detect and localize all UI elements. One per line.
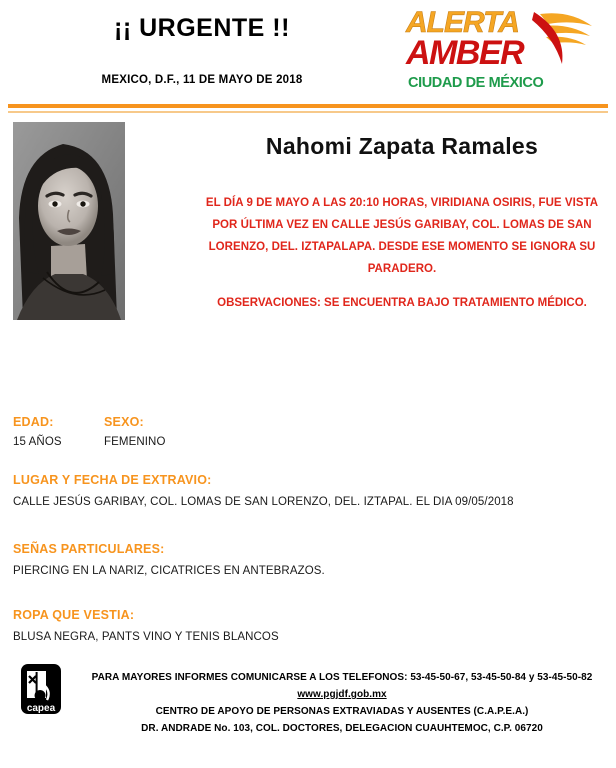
footer-organization: CENTRO DE APOYO DE PERSONAS EXTRAVIADAS Y AUSENTES (C.A.P.E.A.): [155, 706, 529, 717]
person-name: Nahomi Zapata Ramales: [265, 133, 539, 159]
footer-phones: PARA MAYORES INFORMES COMUNICARSE A LOS TELEFONOS: 53-45-50-67, 53-45-50-84 y 53-45-50-82: [91, 672, 593, 683]
header-divider-thin: [8, 111, 608, 113]
value-edad: 15 AÑOS: [13, 436, 62, 448]
label-edad: EDAD:: [13, 415, 54, 429]
missing-person-photo: [13, 122, 125, 320]
capea-logo: [18, 664, 64, 718]
dateline: MEXICO, D.F., 11 DE MAYO DE 2018: [101, 74, 303, 86]
urgent-heading: ¡¡ URGENTE !!: [114, 14, 290, 42]
observations-text: OBSERVACIONES: SE ENCUENTRA BAJO TRATAMIENTO MÉDICO.: [217, 297, 587, 309]
value-lugar-y-fecha: CALLE JESÚS GARIBAY, COL. LOMAS DE SAN LORENZO, DEL. IZTAPAL. EL DIA 09/05/2018: [13, 496, 514, 508]
capea-logo-text: capea: [26, 703, 56, 714]
disappearance-description: EL DÍA 9 DE MAYO A LAS 20:10 HORAS, VIRIDIANA OSIRIS, FUE VISTA POR ÚLTIMA VEZ EN CALLE JESÚS GARIBAY, COL. LOMAS DE SAN LORENZO, DEL. IZTAPALAPA. DESDE ESE MOMENTO SE IGNORA SU PARADERO.: [205, 197, 599, 275]
alerta-amber-logo: [406, 6, 592, 98]
swoosh-icon: [532, 6, 598, 68]
logo-text-amber: AMBER: [406, 34, 524, 72]
logo-text-alerta: ALERTA: [406, 6, 519, 39]
logo-text-city: CIUDAD DE MÉXICO: [408, 75, 544, 91]
document-header: [0, 0, 616, 104]
footer-address: DR. ANDRADE No. 103, COL. DOCTORES, DELEGACION CUAUHTEMOC, C.P. 06720: [141, 723, 543, 734]
label-sexo: SEXO:: [104, 415, 144, 429]
value-sexo: FEMENINO: [104, 436, 166, 448]
label-ropa-que-vestia: ROPA QUE VESTIA:: [13, 608, 135, 622]
label-lugar-y-fecha: LUGAR Y FECHA DE EXTRAVIO:: [13, 473, 212, 487]
footer-contact-info: [76, 669, 608, 737]
footer-website-link[interactable]: www.pgjdf.gob.mx: [297, 689, 387, 700]
label-senas-particulares: SEÑAS PARTICULARES:: [13, 542, 165, 556]
value-ropa-que-vestia: BLUSA NEGRA, PANTS VINO Y TENIS BLANCOS: [13, 631, 279, 643]
value-senas-particulares: PIERCING EN LA NARIZ, CICATRICES EN ANTEBRAZOS.: [13, 565, 325, 577]
header-divider-thick: [8, 104, 608, 108]
